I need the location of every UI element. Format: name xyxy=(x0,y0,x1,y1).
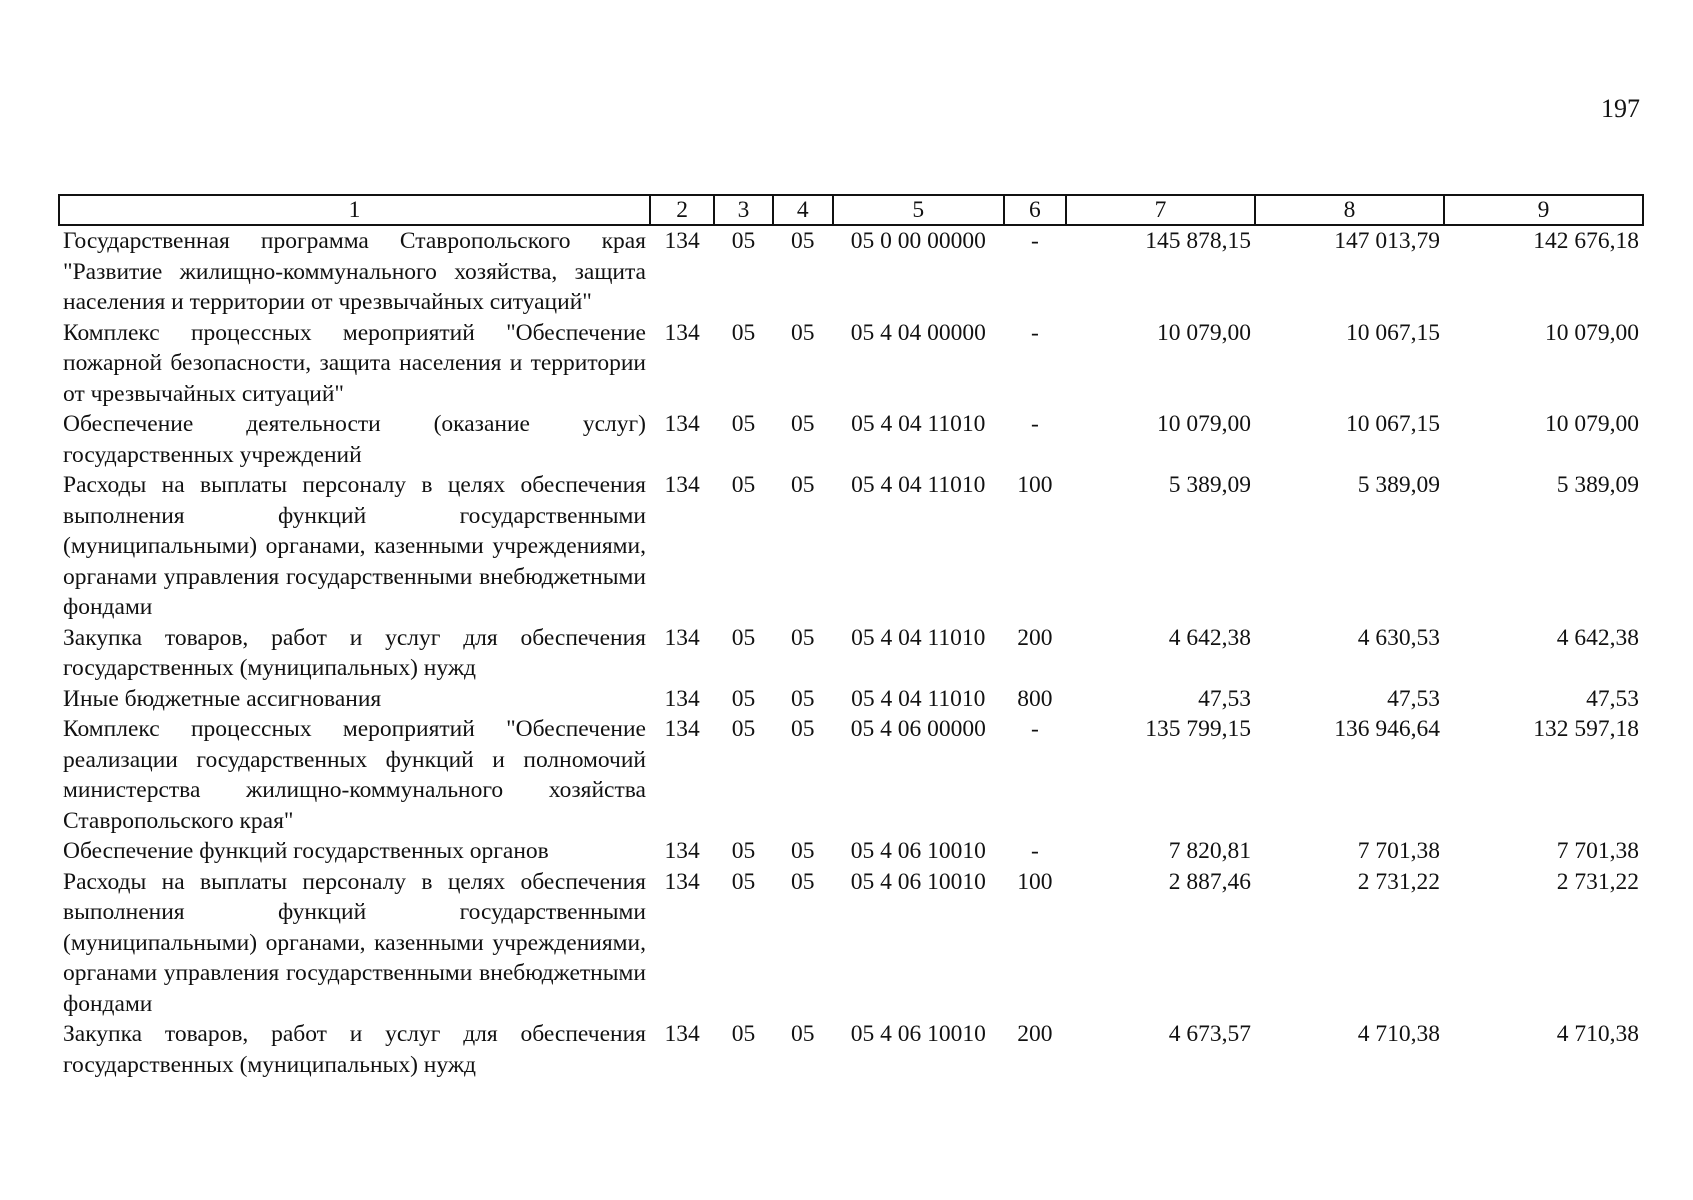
cell-col-8: 2 731,22 xyxy=(1357,868,1440,895)
cell-col-6: 200 xyxy=(1017,1021,1053,1047)
cell-col-9: 132 597,18 xyxy=(1533,716,1639,742)
cell-col-6: 200 xyxy=(1017,624,1053,651)
table-row xyxy=(59,1019,1643,1080)
table-body xyxy=(59,225,1643,1080)
cell-col-6: - xyxy=(1030,228,1039,254)
cell-col-4: 05 xyxy=(790,411,815,437)
table-row xyxy=(59,867,1643,1020)
header-col-5: 5 xyxy=(833,195,1004,225)
cell-col-8: 4 710,38 xyxy=(1357,1021,1440,1047)
cell-col-9: 47,53 xyxy=(1586,685,1639,712)
cell-col-7: 4 673,57 xyxy=(1168,1021,1251,1047)
cell-col-4: 05 xyxy=(790,319,815,346)
cell-col-6: 800 xyxy=(1017,685,1053,712)
cell-col-8: 7 701,38 xyxy=(1357,838,1440,864)
cell-col-4: 05 xyxy=(790,868,815,895)
cell-col-7: 10 079,00 xyxy=(1157,319,1251,346)
cell-col-5: 05 0 00 00000 xyxy=(850,228,986,254)
cell-col-5: 05 4 04 11010 xyxy=(851,472,986,498)
cell-col-3: 05 xyxy=(731,868,756,895)
cell-col-9: 10 079,00 xyxy=(1545,411,1639,437)
header-col-4: 4 xyxy=(773,195,833,225)
cell-col-7: 145 878,15 xyxy=(1145,228,1251,254)
cell-col-8: 10 067,15 xyxy=(1345,319,1440,346)
cell-col-8: 10 067,15 xyxy=(1345,411,1440,437)
cell-col-9: 10 079,00 xyxy=(1545,319,1639,346)
cell-col-2: 134 xyxy=(664,319,700,346)
cell-col-7: 7 820,81 xyxy=(1168,838,1251,864)
cell-col-2: 134 xyxy=(664,685,700,712)
cell-col-3: 05 xyxy=(731,716,756,742)
cell-col-7: 47,53 xyxy=(1198,685,1251,712)
cell-col-2: 134 xyxy=(664,472,700,498)
cell-col-4: 05 xyxy=(790,685,815,712)
cell-col-4: 05 xyxy=(790,624,815,651)
cell-col-6: - xyxy=(1030,838,1039,864)
cell-col-9: 7 701,38 xyxy=(1556,838,1639,864)
cell-col-3: 05 xyxy=(731,838,756,864)
cell-col-5: 05 4 06 10010 xyxy=(850,838,986,864)
row-description: Расходы на выплаты персоналу в целях обеспечения выполнения функций государственными (муниципальными) органами, казенными учреждениями, органами управления государственными внебюджетными фондами xyxy=(63,868,646,1017)
cell-col-7: 4 642,38 xyxy=(1168,624,1251,651)
cell-col-5: 05 4 04 11010 xyxy=(851,411,986,437)
cell-col-6: 100 xyxy=(1017,868,1053,895)
cell-col-5: 05 4 06 00000 xyxy=(850,716,986,742)
table-row xyxy=(59,318,1643,410)
row-description: Обеспечение деятельности (оказание услуг) государственных учреждений xyxy=(63,411,646,468)
row-description: Расходы на выплаты персоналу в целях обеспечения выполнения функций государственными (муниципальными) органами, казенными учреждениями, органами управления государственными внебюджетными фондами xyxy=(63,472,646,620)
cell-col-5: 05 4 04 11010 xyxy=(851,685,986,712)
cell-col-4: 05 xyxy=(790,838,815,864)
row-description: Закупка товаров, работ и услуг для обеспечения государственных (муниципальных) нужд xyxy=(63,624,646,681)
cell-col-5: 05 4 04 11010 xyxy=(851,624,986,651)
table-row xyxy=(59,409,1643,470)
header-col-9: 9 xyxy=(1444,195,1643,225)
table-row xyxy=(59,684,1643,715)
header-col-2: 2 xyxy=(650,195,714,225)
cell-col-4: 05 xyxy=(790,716,815,742)
cell-col-9: 2 731,22 xyxy=(1556,868,1639,895)
header-col-3: 3 xyxy=(714,195,772,225)
row-description: Комплекс процессных мероприятий "Обеспечение пожарной безопасности, защита населения и территории от чрезвычайных ситуаций" xyxy=(63,319,646,407)
cell-col-7: 5 389,09 xyxy=(1168,472,1251,498)
row-description: Государственная программа Ставропольского края "Развитие жилищно-коммунального хозяйства, защита населения и территории от чрезвычайных ситуаций" xyxy=(63,228,646,315)
row-description: Закупка товаров, работ и услуг для обеспечения государственных (муниципальных) нужд xyxy=(63,1021,646,1078)
cell-col-3: 05 xyxy=(731,319,756,346)
cell-col-3: 05 xyxy=(731,411,756,437)
cell-col-5: 05 4 06 10010 xyxy=(850,1021,986,1047)
cell-col-3: 05 xyxy=(731,624,756,651)
cell-col-6: - xyxy=(1030,411,1039,437)
cell-col-6: - xyxy=(1030,716,1039,742)
row-description: Иные бюджетные ассигнования xyxy=(63,685,382,712)
cell-col-8: 136 946,64 xyxy=(1334,716,1440,742)
cell-col-3: 05 xyxy=(731,685,756,712)
cell-col-2: 134 xyxy=(664,838,700,864)
cell-col-4: 05 xyxy=(790,1021,815,1047)
header-col-8: 8 xyxy=(1255,195,1444,225)
table-row xyxy=(59,623,1643,684)
table-row xyxy=(59,225,1643,318)
cell-col-8: 4 630,53 xyxy=(1357,624,1440,651)
cell-col-9: 4 710,38 xyxy=(1556,1021,1639,1047)
budget-table xyxy=(58,194,1644,1080)
header-col-1: 1 xyxy=(59,195,650,225)
table-row xyxy=(59,714,1643,836)
header-col-7: 7 xyxy=(1066,195,1255,225)
row-description: Обеспечение функций государственных органов xyxy=(63,838,549,864)
cell-col-9: 4 642,38 xyxy=(1556,624,1639,651)
cell-col-9: 5 389,09 xyxy=(1556,472,1639,498)
cell-col-8: 147 013,79 xyxy=(1334,228,1440,254)
cell-col-7: 2 887,46 xyxy=(1168,868,1251,895)
cell-col-8: 47,53 xyxy=(1387,685,1440,712)
cell-col-5: 05 4 06 10010 xyxy=(850,868,986,895)
cell-col-2: 134 xyxy=(664,624,700,651)
cell-col-3: 05 xyxy=(731,1021,756,1047)
page-number: 197 xyxy=(1601,94,1640,123)
cell-col-5: 05 4 04 00000 xyxy=(850,319,986,346)
header-row xyxy=(59,195,1643,225)
cell-col-6: - xyxy=(1030,319,1039,346)
table-header xyxy=(59,195,1643,225)
row-description: Комплекс процессных мероприятий "Обеспечение реализации государственных функций и полномочий министерства жилищно-коммунального хозяйства Ставропольского края" xyxy=(63,716,646,834)
cell-col-2: 134 xyxy=(664,411,700,437)
cell-col-8: 5 389,09 xyxy=(1357,472,1440,498)
cell-col-4: 05 xyxy=(790,472,815,498)
cell-col-3: 05 xyxy=(731,228,756,254)
cell-col-2: 134 xyxy=(664,228,700,254)
table-row xyxy=(59,470,1643,623)
cell-col-4: 05 xyxy=(790,228,815,254)
header-col-6: 6 xyxy=(1004,195,1066,225)
cell-col-2: 134 xyxy=(664,716,700,742)
cell-col-6: 100 xyxy=(1017,472,1053,498)
table-row xyxy=(59,836,1643,867)
cell-col-3: 05 xyxy=(731,472,756,498)
cell-col-7: 10 079,00 xyxy=(1157,411,1251,437)
cell-col-2: 134 xyxy=(664,1021,700,1047)
cell-col-9: 142 676,18 xyxy=(1533,228,1639,254)
cell-col-7: 135 799,15 xyxy=(1145,716,1251,742)
cell-col-2: 134 xyxy=(664,868,700,895)
